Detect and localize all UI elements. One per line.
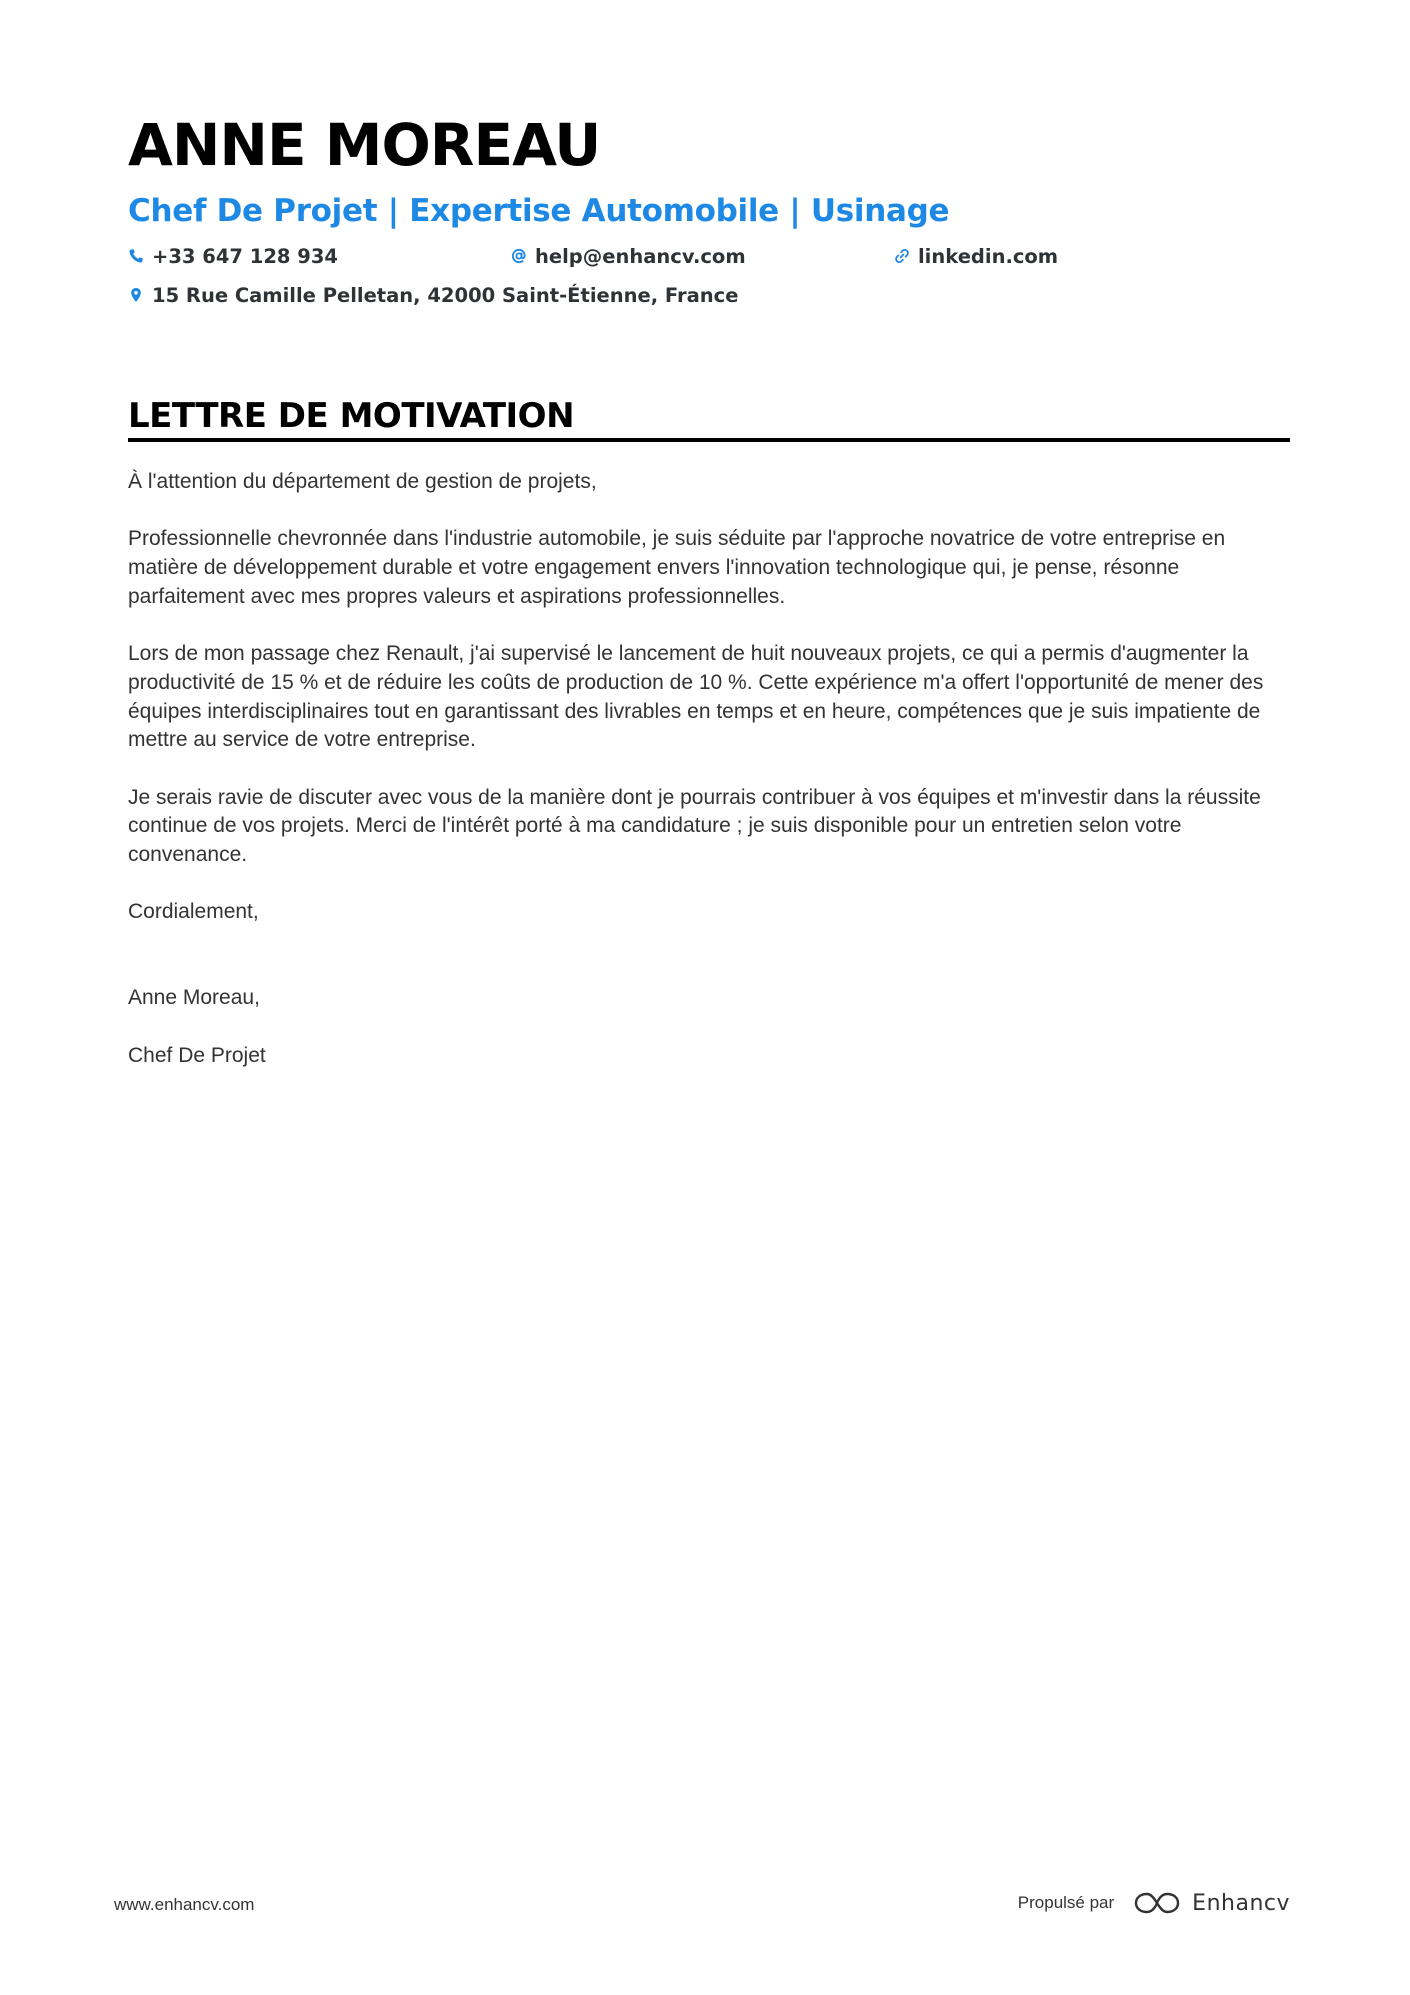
location-pin-icon — [128, 287, 144, 303]
enhancv-brand: Enhancv — [1192, 1890, 1290, 1916]
contact-linkedin-text[interactable]: linkedin.com — [918, 244, 1059, 268]
candidate-name: ANNE MOREAU — [128, 111, 601, 179]
footer-url[interactable]: www.enhancv.com — [114, 1895, 255, 1914]
letter-closing: Cordialement, — [128, 900, 259, 924]
section-divider — [128, 438, 1290, 442]
enhancv-logo-icon — [1134, 1890, 1180, 1916]
contact-phone — [128, 243, 338, 269]
signature-title: Chef De Projet — [128, 1043, 266, 1067]
signature-name: Anne Moreau, — [128, 986, 260, 1010]
at-sign-icon — [511, 248, 527, 264]
letter-salutation: À l'attention du département de gestion de projets, — [128, 470, 597, 493]
letter-body — [128, 468, 1290, 1099]
contact-linkedin[interactable] — [894, 243, 1058, 269]
contact-phone-text: +33 647 128 934 — [152, 244, 338, 268]
link-icon — [894, 248, 910, 264]
powered-by-label: Propulsé par — [1017, 1893, 1115, 1912]
candidate-headline: Chef De Projet | Expertise Automobile | Usinage — [128, 193, 950, 229]
contact-address — [128, 282, 738, 308]
letter-paragraph: Je serais ravie de discuter avec vous de la manière dont je pourrais contribuer à vos équipes et m'investir dans la réussite continue de vos projets. Merci de l'intérêt porté à ma candidature ; je suis disponible pour un entretien selon votre convenance. — [128, 785, 1261, 867]
letter-paragraph: Lors de mon passage chez Renault, j'ai supervisé le lancement de huit nouveaux projets, ce qui a permis d'augmenter la productivité de 15 % et de réduire les coûts de production de 10 %. Cette expérience m'a offert l'opportunité de mener des équipes interdisciplinaires tout en garantissant des livrables en temps et en heure, compétences que je suis impatiente de mettre au service de votre entreprise. — [128, 642, 1264, 752]
section-title: LETTRE DE MOTIVATION — [128, 396, 575, 436]
phone-icon — [128, 248, 144, 264]
footer-powered-by[interactable] — [1018, 1885, 1290, 1921]
contact-address-text: 15 Rue Camille Pelletan, 42000 Saint-Étienne, France — [152, 283, 739, 307]
contact-email-text[interactable]: help@enhancv.com — [535, 244, 746, 268]
contact-email[interactable] — [511, 243, 746, 269]
letter-paragraph: Professionnelle chevronnée dans l'industrie automobile, je suis séduite par l'approche novatrice de votre entreprise en matière de développement durable et votre engagement envers l'innovation technologique qui, je pense, résonne parfaitement avec mes propres valeurs et aspirations professionnelles. — [128, 527, 1226, 608]
